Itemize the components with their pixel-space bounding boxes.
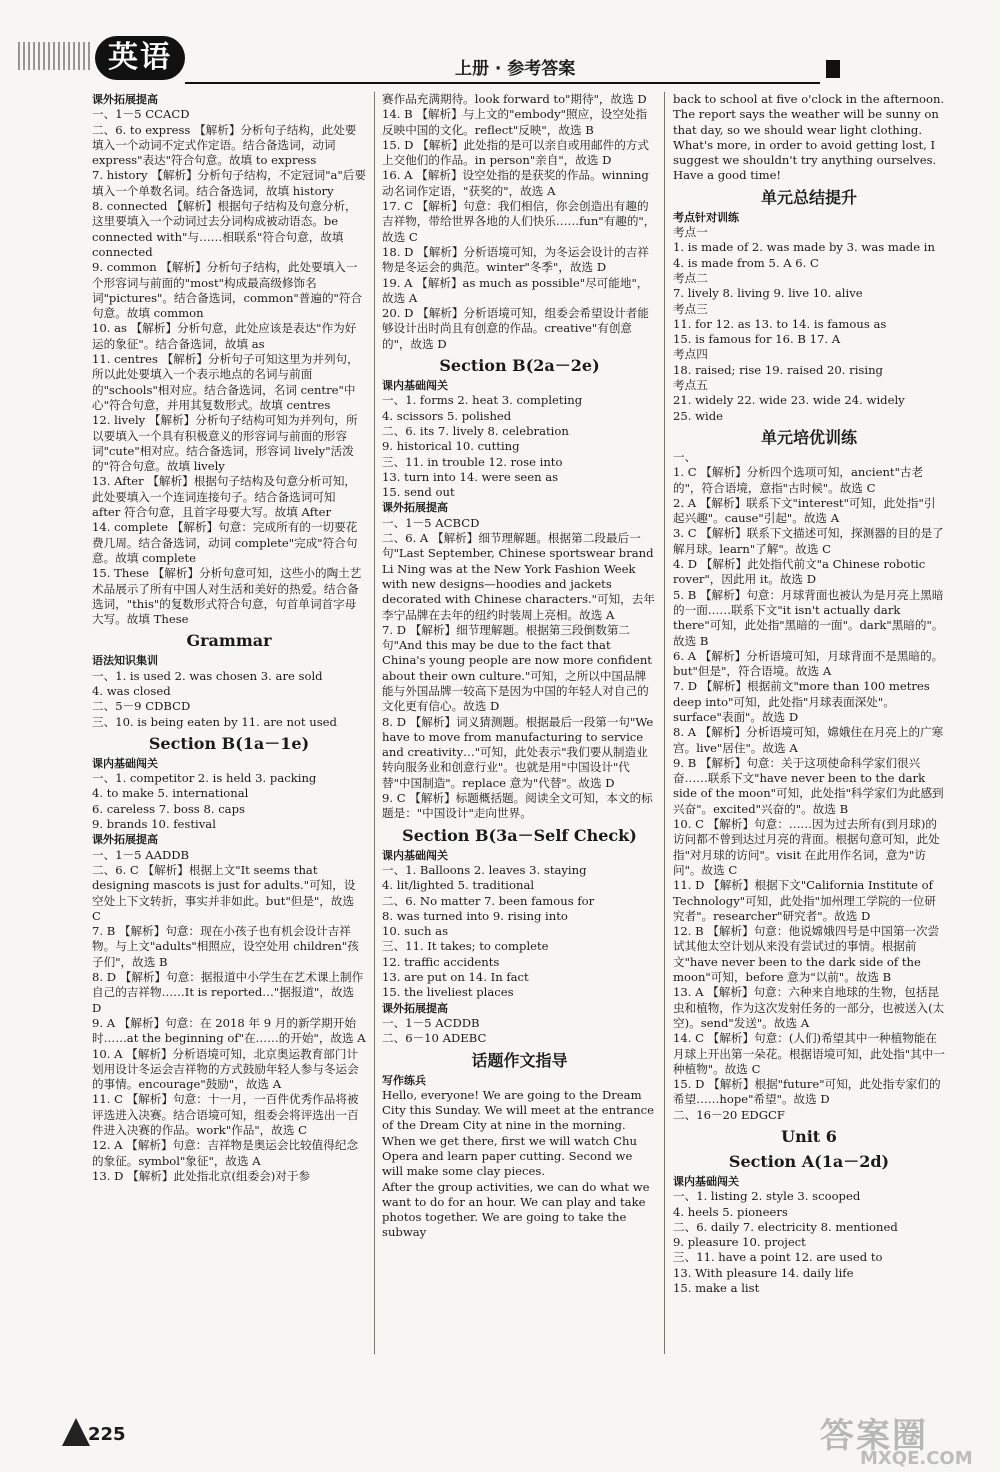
answer-line: 13. A 【解析】句意：六种来自地球的生物，包括昆虫和植物，作为这次发射任务的一部分，也被送入(太空)。send"发送"。故选 A <box>673 985 945 1030</box>
header-rule <box>185 82 820 84</box>
answer-line: 一、 <box>673 449 697 464</box>
section-heading: Section B(1a－1e) <box>148 733 310 753</box>
answer-line: 15. is famous for 16. B 17. A <box>673 332 841 347</box>
answer-line: 11. C 【解析】句意：十一月，一百件优秀作品将被评选进入决赛。结合语境可知，组委会将评选出一百件进入决赛的作品。work"作品"，故选 C <box>92 1092 359 1137</box>
answer-line: 一、1－5 AADDB <box>92 847 190 862</box>
answer-line: 21. widely 22. wide 23. wide 24. widely <box>673 393 905 408</box>
answer-line: 16. A 【解析】设空处指的是获奖的作品。winning 动名词作定语，"获奖的"，故选 A <box>382 168 649 198</box>
page-header <box>0 0 1000 90</box>
answer-line: 二、6. to express 【解析】分析句子结构，此处要填入一个动词不定式作定语。结合备选词，动词 express"表达"符合句意。故填 to express <box>92 122 357 168</box>
answer-line: 9. brands 10. festival <box>92 817 216 832</box>
subsection-label: 课外拓展提高 <box>382 1001 448 1015</box>
watermark-url: MXQE.COM <box>860 1448 973 1469</box>
section-heading: Grammar <box>186 631 272 651</box>
answer-line: 7. history 【解析】分析句子结构，不定冠词"a"后要填入一个单数名词。结合备选词，故填 history <box>92 168 366 198</box>
answer-line: 考点二 <box>673 270 708 285</box>
answer-line: 一、1－5 ACDDB <box>382 1015 480 1030</box>
section-heading: 单元总结提升 <box>760 187 857 207</box>
answer-line: 12. traffic accidents <box>382 954 500 969</box>
answer-line: 9. C 【解析】标题概括题。阅读全文可知，本文的标题是："中国设计"走向世界。 <box>382 791 653 821</box>
watermark: 答案圈 <box>820 1416 928 1456</box>
answer-line: 一、1. Balloons 2. leaves 3. staying <box>382 862 587 877</box>
subsection-label: 课外拓展提高 <box>382 501 448 515</box>
answer-line: 10. as 【解析】分析句意，此处应该是表达"作为好运的象征"。结合备选词，故填 as <box>92 321 357 351</box>
answer-line: 一、1－5 CCACD <box>92 107 190 122</box>
answer-line: 10. A 【解析】分析语境可知，北京奥运教育部门计划用设计冬运会吉祥物的方式鼓励年轻人参与冬运会的事情。encourage"鼓励"，故选 A <box>92 1046 359 1092</box>
answer-line: 二、6. No matter 7. been famous for <box>382 893 595 908</box>
answer-line: 二、6. C 【解析】根据上文"It seems that designing mascots is just for adults."可知，设空处上下文转折，事实并非如此。but"但是"，故选 C <box>92 862 356 923</box>
column-divider <box>374 92 375 1354</box>
subsection-label: 课外拓展提高 <box>92 833 158 847</box>
section-heading: 话题作文指导 <box>471 1050 568 1070</box>
answer-line: 7. B 【解析】句意：现在小孩子也有机会设计吉祥物。与上文"adults"相照应，设空处用 children"孩子们"，故选 B <box>92 924 359 969</box>
answer-line: 15. These 【解析】分析句意可知，这些小的陶土艺术品展示了所有中国人对生活和美好的热爱。结合备选词，"this"的复数形式符合句意，句首单词首字母大写。故填 These <box>92 566 362 627</box>
answer-line: 15. D 【解析】根据"future"可知，此处指专家们的希望……hope"希望"。故选 D <box>673 1077 941 1107</box>
answer-line: 考点三 <box>673 301 708 316</box>
answer-line: 4. scissors 5. polished <box>382 408 512 423</box>
answer-line: 考点一 <box>673 225 708 240</box>
header-decoration <box>18 42 93 70</box>
answer-line: 18. raised; rise 19. raised 20. rising <box>673 362 883 377</box>
answer-line: 4. heels 5. pioneers <box>673 1204 788 1219</box>
answer-line: 13. D 【解析】此处指北京(组委会)对于参 <box>92 1168 311 1183</box>
answer-line: 二、6. A 【解析】细节理解题。根据第二段最后一句"Last September, Chinese sportswear brand Li Ning was at the New York Fashion Week with new designs—hoodies and jackets decorated with Chinese characters."可知，去年李宁品牌在去年的纽约时装周上亮相。故选 A <box>382 531 655 622</box>
section-heading: Section A(1a－2d) <box>728 1152 890 1171</box>
answer-line: 一、1－5 ACBCD <box>382 515 480 530</box>
subsection-label: 写作练兵 <box>382 1073 426 1087</box>
answer-line: 14. B 【解析】与上文的"embody"照应，设空处指反映中国的文化。reflect"反映"，故选 B <box>382 107 648 137</box>
answer-line: 7. lively 8. living 9. live 10. alive <box>673 286 863 301</box>
subject-logo: 英语 <box>95 36 185 80</box>
subsection-label: 语法知识集训 <box>92 654 158 668</box>
answer-line: 一、1. forms 2. heat 3. completing <box>382 393 583 408</box>
answer-line: 7. D 【解析】细节理解题。根据第三段倒数第二句"And this may be due to the fact that China's young people are now more confident about their own culture."可知，之所以中国品牌能与外国品牌一较高下是因为中国的年轻人对自己的文化更有信心。故选 D <box>382 622 652 714</box>
answer-line: 7. D 【解析】根据前文"more than 100 metres deep into"可知，此处指"月球表面深处"。surface"表面"。故选 D <box>673 679 930 724</box>
answer-line: 赛作品充满期待。look forward to"期待"，故选 D <box>382 92 647 106</box>
answer-line: 10. C 【解析】句意：……因为过去所有(到月球)的访问都不曾到达过月亮的背面。根据句意可知，此处指"对月球的访问"。visit 在此用作名词，意为"访问"。故选 C <box>673 817 940 877</box>
answer-line: 15. make a list <box>673 1281 760 1296</box>
answer-line: 12. lively 【解析】分析句子结构可知为并列句，所以要填入一个具有积极意义的形容词与前面的形容词"cute"相对应。结合备选词，形容词 lively"活泼的"符合句意。故填 lively <box>92 413 358 474</box>
answer-line: 8. connected 【解析】根据句子结构及句意分析，这里要填入一个动词过去分词构成被动语态。be connected with"与……相联系"符合句意，故填 connected <box>92 199 357 259</box>
subsection-label: 课外拓展提高 <box>92 93 158 106</box>
subsection-label: 考点针对训练 <box>673 210 739 224</box>
section-heading: Unit 6 <box>781 1127 837 1146</box>
section-heading: Section B(3a－Self Check) <box>402 825 637 845</box>
page-title: 上册 · 参考答案 <box>455 59 576 79</box>
answer-line: 11. D 【解析】根据下文"California Institute of Technology"可知，此处指"加州理工学院的一位研究者"。researcher"研究者"。故选 D <box>673 878 936 923</box>
section-heading: 单元培优训练 <box>760 427 857 447</box>
subsection-label: 课内基础闯关 <box>92 756 158 770</box>
answer-line: 18. D 【解析】分析语境可知，为冬运会设计的吉祥物是冬运会的典范。winter"冬季"，故选 D <box>382 244 649 275</box>
subsection-label: 课内基础闯关 <box>382 379 448 393</box>
answer-line: 6. careless 7. boss 8. caps <box>92 801 245 816</box>
answer-line: 19. A 【解析】as much as possible"尽可能地"，故选 A <box>382 275 649 305</box>
answer-line: 4. is made from 5. A 6. C <box>673 255 819 270</box>
answer-line: 一、1. is used 2. was chosen 3. are sold <box>92 668 323 683</box>
header-mark-icon <box>826 60 840 78</box>
mountain-logo-icon <box>62 1418 90 1446</box>
subsection-label: 课内基础闯关 <box>673 1175 739 1188</box>
answer-line: 12. B 【解析】句意：他说嫦娥四号是中国第一次尝试其他太空计划从来没有尝试过的事情。根据前文"have never been to the dark side of the moon"可知，before 意为"以前"。故选 B <box>673 924 940 985</box>
answer-line: 1. is made of 2. was made by 3. was made in <box>673 240 935 255</box>
answer-line: 二、5－9 CDBCD <box>92 699 191 714</box>
answer-column-3 <box>673 92 945 1296</box>
answer-line: 9. common 【解析】分析句子结构，此处要填入一个形容词与前面的"most"构成最高级修饰名词"pictures"。结合备选词，common"普遍的"符合句意。故填 common <box>92 260 363 321</box>
answer-line: 三、10. is being eaten by 11. are not used <box>92 714 337 729</box>
answer-line: back to school at five o'clock in the afternoon. <box>673 92 945 106</box>
answer-line: 6. A 【解析】分析语境可知，月球背面不是黑暗的。but"但是"，符合语境。故选 A <box>673 648 944 679</box>
answer-line: 8. A 【解析】分析语境可知，嫦娥住在月亮上的广寒宫。live"居住"。故选 A <box>673 725 944 755</box>
answer-line: 14. complete 【解析】句意：完成所有的一切要花费几周。结合备选词，动词 complete"完成"符合句意。故填 complete <box>92 520 358 565</box>
answer-line: After the group activities, we can do what we want to do for an hour. We can play and take photos together. We are going to take the subway <box>382 1179 650 1240</box>
answer-line: 二、6－10 ADEBC <box>382 1031 487 1046</box>
answer-column-2 <box>382 92 657 1241</box>
answer-line: 15. D 【解析】此处指的是可以亲自或用邮件的方式上交他们的作品。in person"亲自"，故选 D <box>382 137 649 168</box>
answer-line: 考点五 <box>673 378 708 393</box>
answer-line: 考点四 <box>673 347 708 362</box>
answer-line: 13. are put on 14. In fact <box>382 970 529 985</box>
answer-line: 10. such as <box>382 924 449 939</box>
answer-line: 9. pleasure 10. project <box>673 1235 806 1250</box>
answer-line: 13. With pleasure 14. daily life <box>673 1265 854 1280</box>
answer-line: 4. to make 5. international <box>92 786 249 801</box>
answer-line: 二、6. its 7. lively 8. celebration <box>382 423 569 438</box>
answer-line: 2. A 【解析】联系下文"interest"可知，此处指"引起兴趣"。cause"引起"。故选 A <box>673 495 936 526</box>
answer-line: The report says the weather will be sunny on that day, so we should wear light clothing. What's more, in order to avoid getting lost, I suggest we shouldn't try anything ourselves. <box>673 107 939 168</box>
answer-line: 9. B 【解析】句意：关于这项使命科学家们很兴奋……联系下文"have never been to the dark side of the moon"可知，此处指"科学家们为此感到兴奋"。excited"兴奋的"。故选 B <box>673 755 944 816</box>
answer-line: 13. turn into 14. were seen as <box>382 469 559 484</box>
answer-column-1 <box>92 92 366 1184</box>
answer-line: 15. send out <box>382 485 455 500</box>
answer-line: 三、11. It takes; to complete <box>382 939 549 954</box>
answer-line: 11. centres 【解析】分析句子可知这里为并列句，所以此处要填入一个表示地点的名词与前面的"schools"相对应。结合备选词，名词 centre"中心"符合句意，并用其复数形式。故填 centres <box>92 352 359 412</box>
answer-line: 8. D 【解析】句意：据报道中小学生在艺术课上制作自己的吉祥物……It is reported…"据报道"，故选 D <box>92 970 364 1015</box>
answer-line: 13. After 【解析】根据句子结构及句意分析可知，此处要填入一个连词连接句子。结合备选词可知 after 符合句意，且首字母要大写。故填 After <box>92 474 357 520</box>
answer-line: 一、1. listing 2. style 3. scooped <box>673 1189 861 1204</box>
answer-line: 三、11. have a point 12. are used to <box>673 1250 883 1265</box>
answer-line: Have a good time! <box>673 168 782 183</box>
answer-line: 3. C 【解析】联系下文描述可知，探测器的目的是了解月球。learn"了解"。故选 C <box>673 526 944 556</box>
subsection-label: 课内基础闯关 <box>382 848 448 862</box>
answer-line: 一、1. competitor 2. is held 3. packing <box>92 771 317 786</box>
answer-line: 9. A 【解析】句意：在 2018 年 9 月的新学期开始时……at the beginning of"在……的开始"，故选 A <box>92 1015 366 1046</box>
answer-line: 14. C 【解析】句意：(人们)希望其中一种植物能在月球上开出第一朵花。根据语境可知，此处指"其中一种植物"。故选 C <box>673 1031 945 1076</box>
answer-line: 三、11. in trouble 12. rose into <box>382 454 563 469</box>
answer-line: Hello, everyone! We are going to the Dream City this Sunday. We will meet at the entrance of the Dream City at nine in the morning. When we get there, first we will watch Chu Opera and learn paper cutting. Second we will make some clay pieces. <box>382 1087 655 1179</box>
answer-line: 二、6. daily 7. electricity 8. mentioned <box>673 1219 898 1234</box>
answer-line: 11. for 12. as 13. to 14. is famous as <box>673 316 887 331</box>
answer-line: 5. B 【解析】句意：月球背面也被认为是月亮上黑暗的一面……联系下文"it isn't actually dark there"可知，此处指"黑暗的一面"。dark"黑暗的"。故选 B <box>673 587 944 648</box>
answer-line: 25. wide <box>673 408 724 423</box>
answer-line: 4. was closed <box>92 683 171 698</box>
answer-line: 20. D 【解析】分析语境可知，组委会希望设计者能够设计出时尚且有创意的作品。creative"有创意的"，故选 D <box>382 306 649 351</box>
answer-line: 1. C 【解析】分析四个选项可知，ancient"古老的"，符合语境，意指"古时候"。故选 C <box>673 465 924 495</box>
answer-line: 8. was turned into 9. rising into <box>382 908 568 923</box>
answer-line: 9. historical 10. cutting <box>382 439 520 454</box>
section-heading: Section B(2a－2e) <box>439 356 600 376</box>
answer-line: 8. D 【解析】词义猜测题。根据最后一段第一句"We have to move from manufacturing to service and creativity…"可知，此处表示"我们要从制造业转向服务业和创意行业"。也就是用"中国设计"代替"中国制造"。replace 意为"代替"。故选 D <box>382 714 654 790</box>
answer-line: 15. the liveliest places <box>382 985 514 1000</box>
answer-line: 4. D 【解析】此处指代前文"a Chinese robotic rover"，因此用 it。故选 D <box>673 557 926 587</box>
answer-line: 17. C 【解析】句意：我们相信，你会创造出有趣的吉祥物，带给世界各地的人们快乐……fun"有趣的"，故选 C <box>382 199 656 244</box>
answer-line: 12. A 【解析】句意：吉祥物是奥运会比较值得纪念的象征。symbol"象征"，故选 A <box>92 1138 359 1168</box>
answer-line: 4. lit/lighted 5. traditional <box>382 878 535 893</box>
column-divider <box>664 92 665 1354</box>
page-number: 225 <box>88 1424 126 1445</box>
answer-line: 二、16－20 EDGCF <box>673 1107 785 1122</box>
